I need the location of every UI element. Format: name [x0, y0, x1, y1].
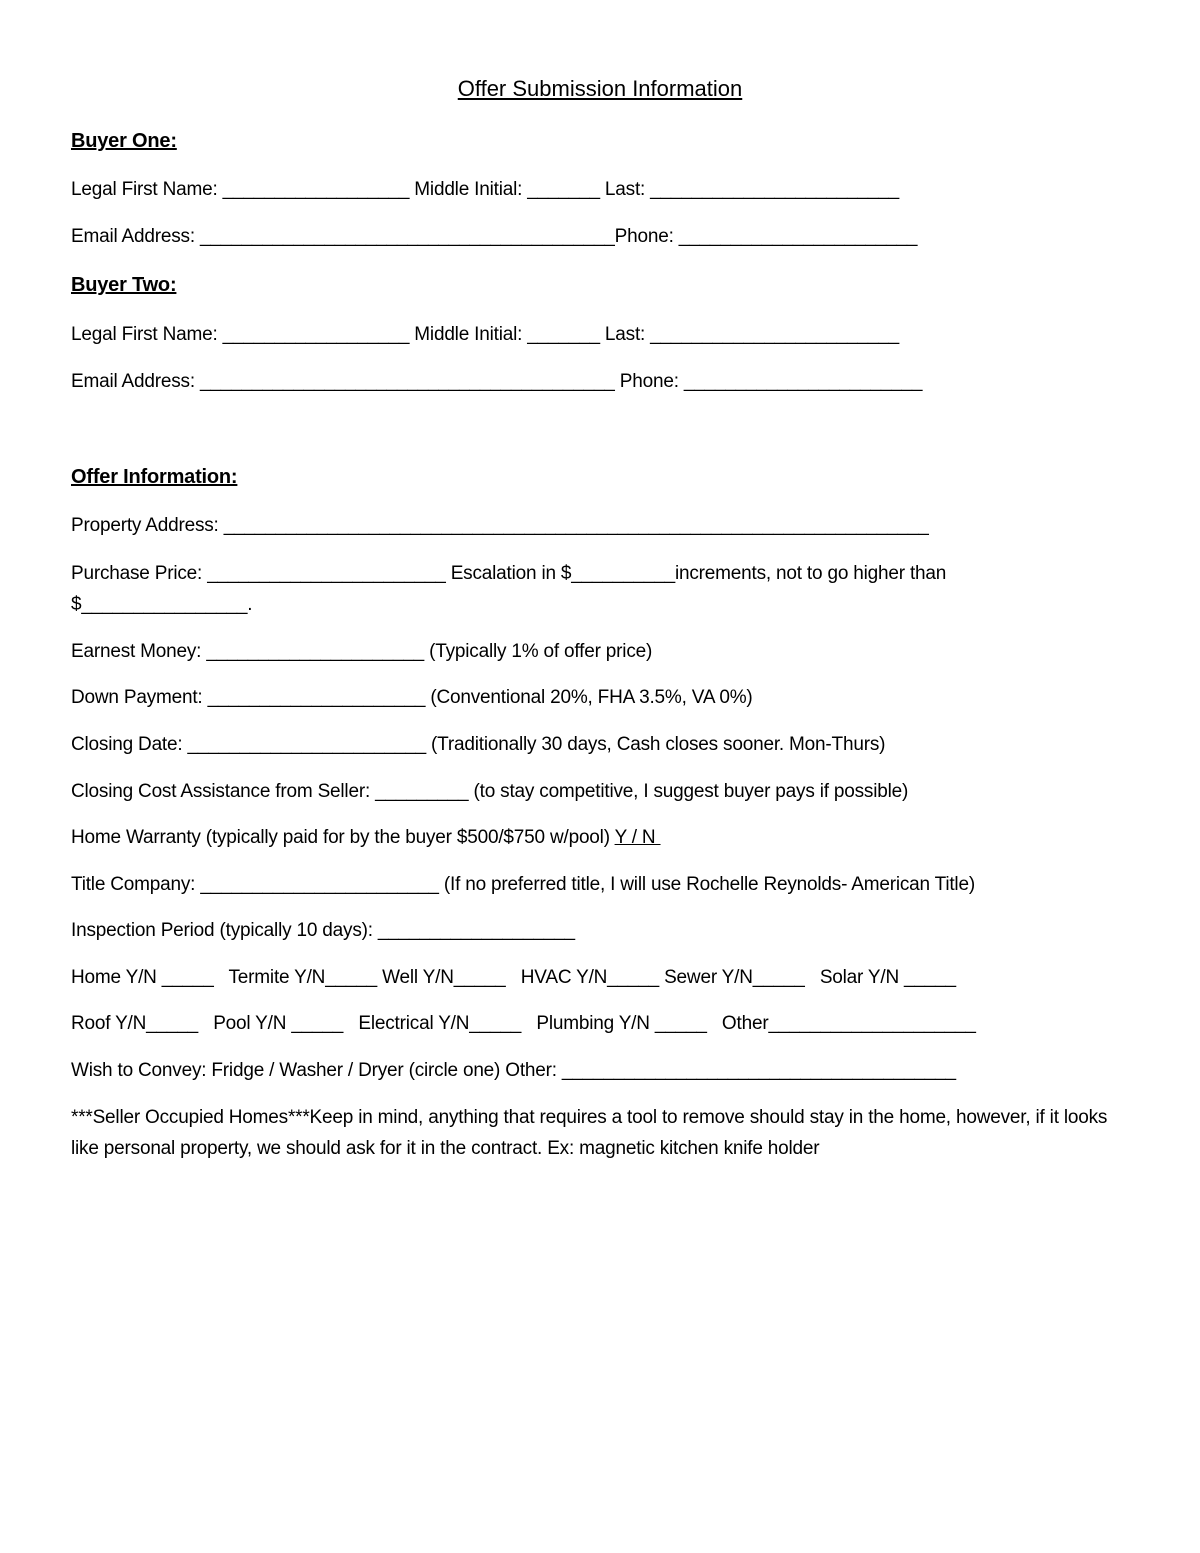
- property-address-line: Property Address: ____________________________________________________________________: [71, 515, 929, 536]
- wish-to-convey-line: Wish to Convey: Fridge / Washer / Dryer (circle one) Other: ______________________________________: [71, 1060, 956, 1081]
- buyer-two-name-line: Legal First Name: __________________ Middle Initial: _______ Last: ________________________: [71, 324, 899, 345]
- purchase-price-line: Purchase Price: _______________________ Escalation in $__________increments, not to go higher than: [71, 563, 947, 584]
- inspection-period-line: Inspection Period (typically 10 days): ___________________: [71, 920, 575, 941]
- home-warranty-line: [71, 827, 661, 849]
- closing-cost-line: Closing Cost Assistance from Seller: _________ (to stay competitive, I suggest buyer pays if possible): [71, 781, 909, 802]
- buyer-one-heading: Buyer One:: [71, 130, 177, 152]
- offer-information-heading: Offer Information:: [71, 466, 238, 488]
- buyer-one-contact-line: Email Address: ________________________________________Phone: _______________________: [71, 226, 918, 247]
- buyer-two-heading: Buyer Two:: [71, 274, 177, 296]
- home-warranty-yn: Y / N: [614, 827, 661, 848]
- earnest-money-line: Earnest Money: _____________________ (Typically 1% of offer price): [71, 641, 653, 662]
- seller-occupied-note: ***Seller Occupied Homes***Keep in mind, anything that requires a tool to remove should stay in the home, however, if it looks like personal property, we should ask for it in the contract. Ex: magnetic kitchen knife holder: [71, 1107, 1108, 1159]
- purchase-price-max-line: $________________.: [71, 594, 253, 615]
- buyer-two-contact-line: Email Address: ________________________________________ Phone: _______________________: [71, 371, 923, 392]
- title-company-line: Title Company: _______________________ (If no preferred title, I will use Rochelle Reynolds- American Title): [71, 874, 975, 895]
- page-title: Offer Submission Information: [457, 76, 743, 101]
- inspections-row-2: Roof Y/N_____ Pool Y/N _____ Electrical Y/N_____ Plumbing Y/N _____ Other____________________: [71, 1013, 976, 1034]
- down-payment-line: Down Payment: _____________________ (Conventional 20%, FHA 3.5%, VA 0%): [71, 687, 753, 708]
- buyer-one-name-line: Legal First Name: __________________ Middle Initial: _______ Last: ________________________: [71, 179, 899, 200]
- closing-date-line: Closing Date: _______________________ (Traditionally 30 days, Cash closes sooner. Mon-Thurs): [71, 734, 886, 755]
- inspections-row-1: Home Y/N _____ Termite Y/N_____ Well Y/N_____ HVAC Y/N_____ Sewer Y/N_____ Solar Y/N _____: [71, 967, 956, 988]
- home-warranty-label: Home Warranty (typically paid for by the buyer $500/$750 w/pool): [71, 827, 615, 848]
